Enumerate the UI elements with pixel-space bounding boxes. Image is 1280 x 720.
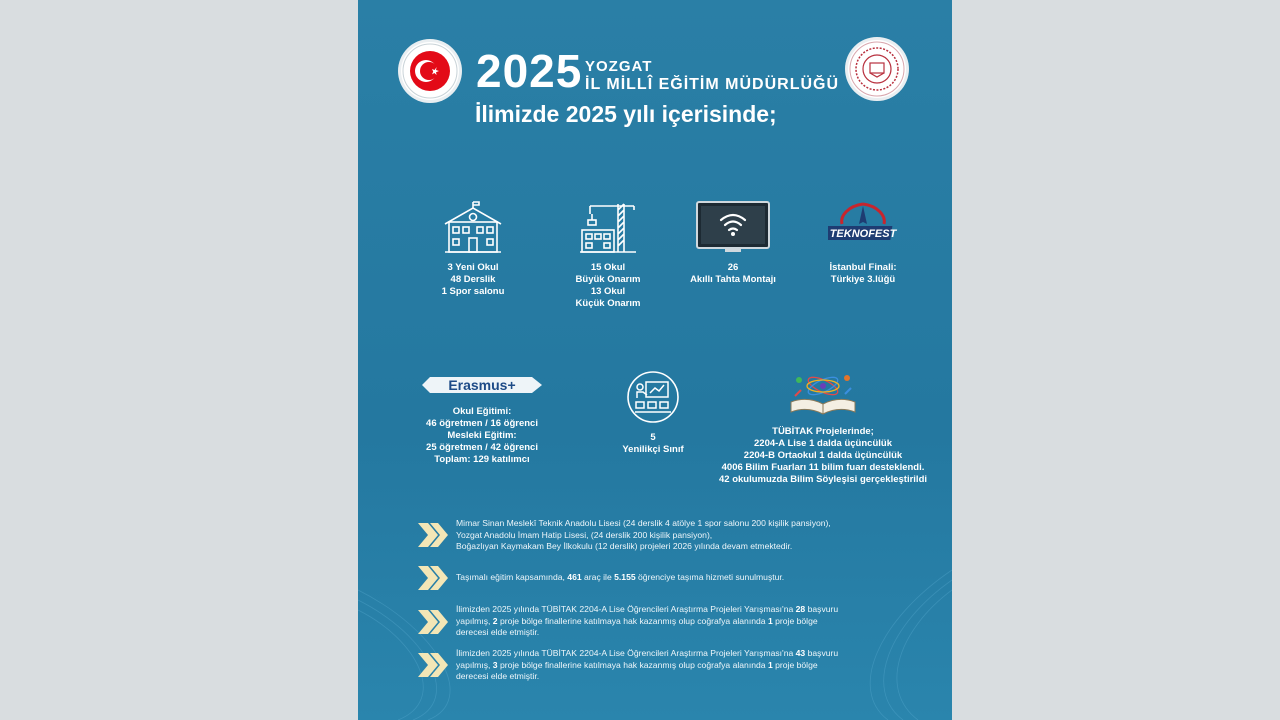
bullet-line: yapılmış, 2 proje bölge finallerine katılmaya hak kazanmış olup coğrafya alanında 1 proje bölge <box>456 615 818 626</box>
erasmus-logo-text: Erasmus+ <box>448 377 516 393</box>
bullet-line: Boğazlıyan Kaymakam Bey İlkokulu (12 derslik) projeleri 2026 yılında devam etmektedir. <box>456 541 793 551</box>
stat-tubitak <box>708 366 938 486</box>
stat-line: 4006 Bilim Fuarları 11 bilim fuarı desteklendi. <box>721 462 925 473</box>
stat-line: 48 Derslik <box>450 274 496 285</box>
stat-line: Toplam: 129 katılımcı <box>434 454 530 465</box>
bullet-line: İlimizden 2025 yılında TÜBİTAK 2204-A Lise Öğrencileri Araştırma Projeleri Yarışması'na 28 başvuru <box>456 604 839 614</box>
bullet-line: derecesi elde etmiştir. <box>456 671 540 681</box>
bullet-text <box>456 604 838 639</box>
infographic-poster <box>358 0 952 720</box>
stat-smart-boards <box>678 200 788 286</box>
bullet-text <box>456 518 831 553</box>
stat-line: Türkiye 3.lüğü <box>830 274 896 285</box>
stat-line: İstanbul Finali: <box>829 262 897 273</box>
header-city: YOZGAT <box>585 58 653 75</box>
bullet-line: İlimizden 2025 yılında TÜBİTAK 2204-A Lise Öğrencileri Araştırma Projeleri Yarışması'na 43 başvuru <box>456 648 839 658</box>
stat-renovations <box>558 200 658 310</box>
construction-crane-icon <box>578 200 638 254</box>
stat-line: 15 Okul <box>590 262 626 273</box>
header-subtitle: İlimizde 2025 yılı içerisinde; <box>475 101 777 127</box>
bullet-highlight-number: 5.155 <box>614 572 636 582</box>
stat-line: 2204-A Lise 1 dalda üçüncülük <box>754 438 892 449</box>
bullet-highlight-number: 1 <box>767 615 773 626</box>
smart-board-wifi-icon <box>695 200 771 254</box>
stat-teknofest <box>813 200 913 286</box>
science-book-icon <box>787 366 859 418</box>
stat-erasmus <box>420 372 544 466</box>
header-directorate: İL MİLLÎ EĞİTİM MÜDÜRLÜĞÜ <box>585 76 840 93</box>
bullet-highlight-number: 3 <box>492 659 498 670</box>
stat-line: 42 okulumuzda Bilim Söyleşisi gerçekleştirildi <box>718 474 928 485</box>
bullet-line: derecesi elde etmiştir. <box>456 627 540 637</box>
stat-innovative-class <box>603 370 703 456</box>
meb-ministry-seal-logo <box>848 40 906 98</box>
teknofest-logo-icon <box>828 200 898 254</box>
stat-line: Okul Eğitimi: <box>452 406 512 417</box>
stat-line: 2204-B Ortaokul 1 dalda üçüncülük <box>743 450 903 461</box>
bullet-text <box>456 648 838 683</box>
stat-line: Akıllı Tahta Montajı <box>690 274 776 285</box>
stat-line: Büyük Onarım <box>575 274 641 285</box>
bullet-highlight-number: 461 <box>567 572 582 582</box>
stat-line: Küçük Onarım <box>575 298 641 309</box>
bullet-highlight-number: 2 <box>492 615 498 626</box>
stat-line: 25 öğretmen / 42 öğrenci <box>426 442 538 453</box>
erasmus-logo-icon <box>420 372 544 398</box>
bullet-text <box>456 572 784 584</box>
stat-line: Mesleki Eğitim: <box>447 430 517 441</box>
double-chevron-icon <box>416 521 448 549</box>
stat-line: 5 <box>650 432 656 443</box>
bullet-highlight-number: 28 <box>795 604 806 614</box>
double-chevron-icon <box>416 608 448 636</box>
bullet-line: Taşımalı eğitim kapsamında, 461 araç ile 5.155 öğrenciye taşıma hizmeti sunulmuştur. <box>456 572 785 582</box>
stat-line: TÜBİTAK Projelerinde; <box>772 426 874 437</box>
double-chevron-icon <box>416 564 448 592</box>
header-year: 2025 <box>476 45 583 97</box>
stat-line: 3 Yeni Okul <box>447 262 499 273</box>
stat-line: 46 öğretmen / 16 öğrenci <box>426 418 538 429</box>
turkey-republic-seal-logo <box>401 42 459 100</box>
classroom-teacher-icon <box>626 370 680 424</box>
double-chevron-icon <box>416 651 448 679</box>
school-building-icon <box>441 200 505 254</box>
bullet-highlight-number: 1 <box>767 659 773 670</box>
stat-line: 1 Spor salonu <box>441 286 505 297</box>
bullet-line: Mimar Sinan Meslekî Teknik Anadolu Lisesi (24 derslik 4 atölye 1 spor salonu 200 kişilik pansiyon), <box>456 518 831 528</box>
bullet-line: yapılmış, 3 proje bölge finallerine katılmaya hak kazanmış olup coğrafya alanında 1 proje bölge <box>456 659 818 670</box>
bullet-highlight-number: 43 <box>795 648 806 658</box>
stat-line: Yenilikçi Sınıf <box>622 444 684 455</box>
stat-line: 13 Okul <box>590 286 626 297</box>
stat-new-schools <box>428 200 518 298</box>
stat-line: 26 <box>727 262 739 273</box>
bullet-line: Yozgat Anadolu İmam Hatip Lisesi, (24 derslik 200 kişilik pansiyon), <box>456 529 713 540</box>
teknofest-logo-text: TEKNOFEST <box>829 228 897 240</box>
